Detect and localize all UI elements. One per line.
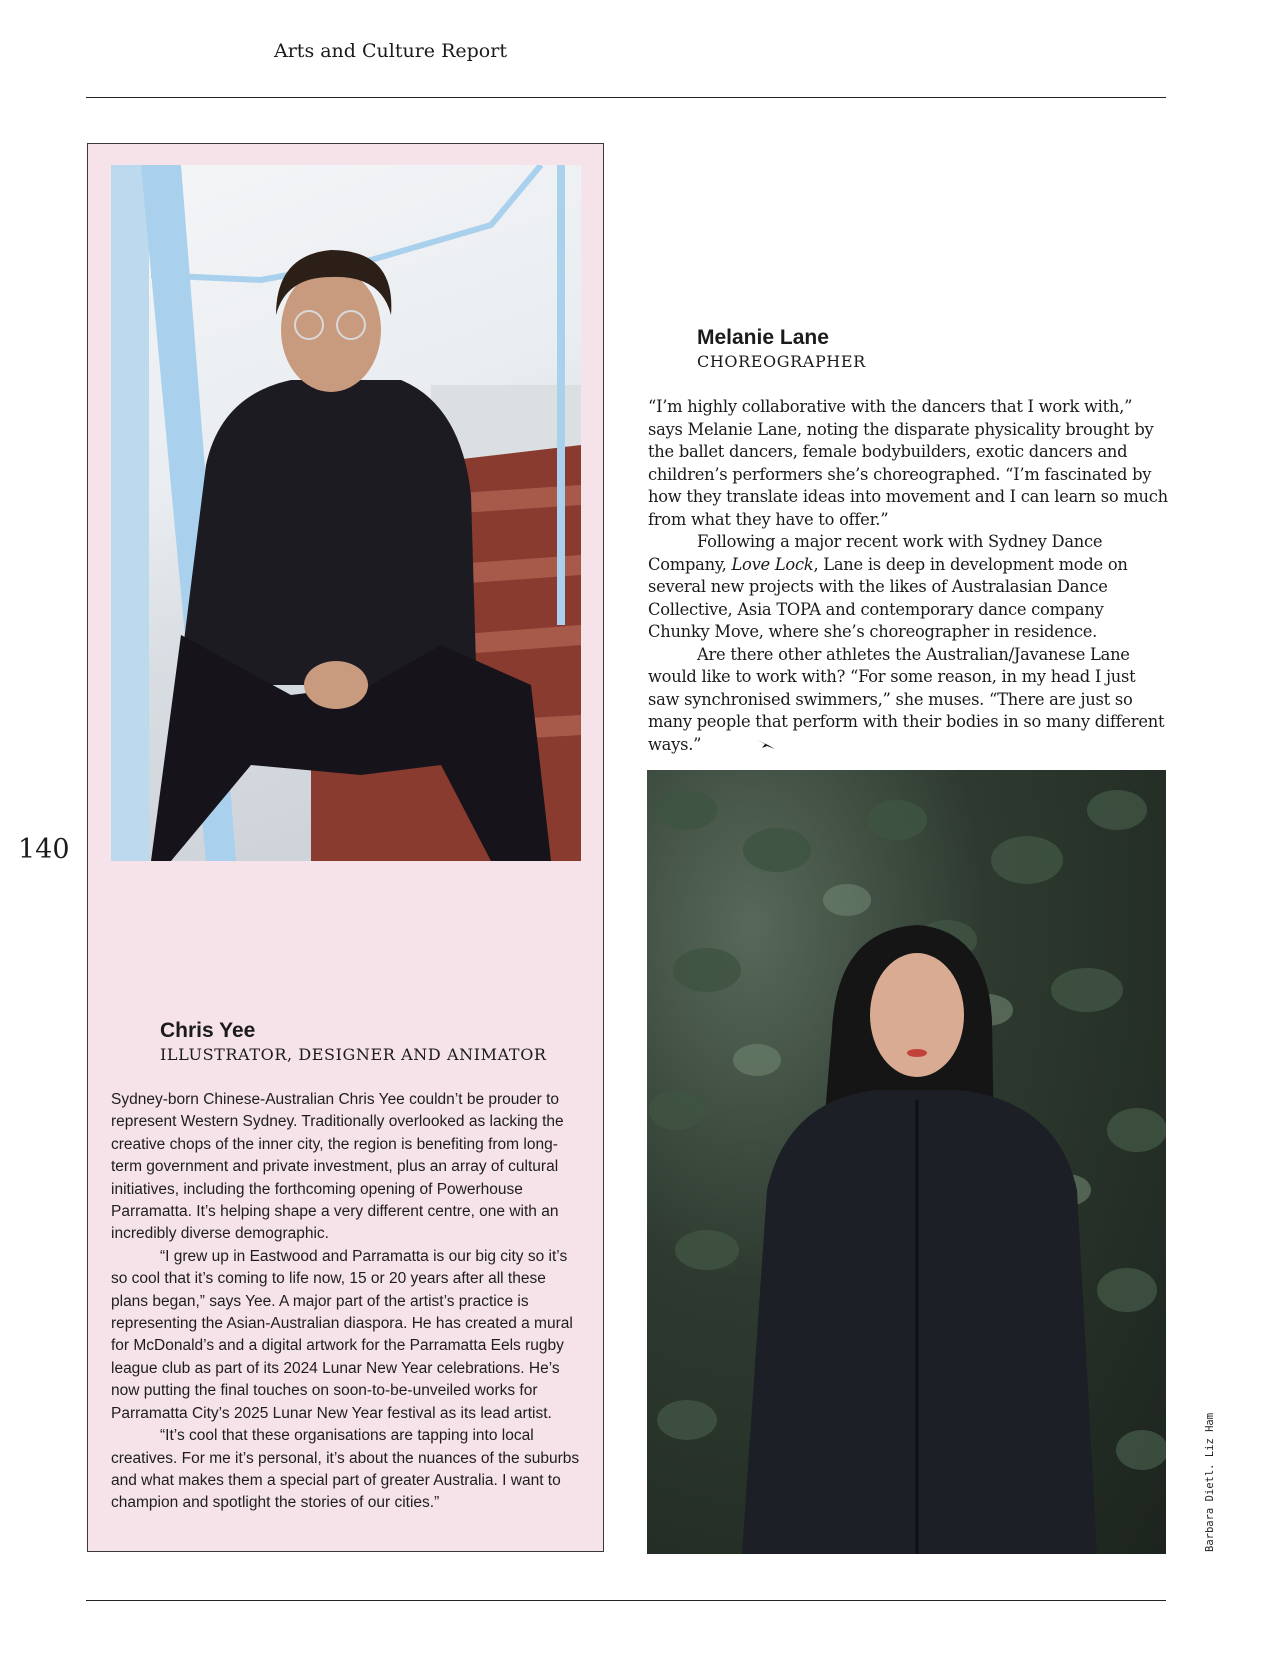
- melanie-p3-text: Are there other athletes the Australian/Javanese Lane would like to work with? “For some reason, in my head I just saw synchronised swimmers,” she muses. “There are just so many people that perform with their bodies in so many different ways.”: [648, 644, 1165, 754]
- chris-yee-name: Chris Yee: [160, 1019, 256, 1042]
- chris-paragraph-1: Sydney-born Chinese-Australian Chris Yee couldn’t be prouder to represent Western Sydney. Traditionally overlooked as lacking the creative chops of the inner city, the region is benefiting from long-term government and private investment, plus an array of cultural initiatives, including the forthcoming opening of Powerhouse Parramatta. It’s helping shape a very different centre, one with an incredibly diverse demographic.: [111, 1091, 564, 1243]
- melanie-lane-body: [648, 396, 1168, 756]
- bird-end-mark-icon: [707, 734, 776, 757]
- melanie-p2-before: Following a major recent work with Sydney Dance Company,: [648, 532, 1103, 574]
- header-rule: [86, 97, 1166, 98]
- work-title-love-lock: Love Lock: [731, 554, 814, 574]
- chris-yee-role: ILLUSTRATOR, DESIGNER AND ANIMATOR: [160, 1045, 547, 1064]
- melanie-p2-after: , Lane is deep in development mode on several new projects with the likes of Australasian Dance Collective, Asia TOPA and contemporary dance company Chunky Move, where she’s choreographer in residence.: [648, 554, 1128, 641]
- melanie-lane-role: CHOREOGRAPHER: [697, 352, 866, 371]
- chris-yee-photo: [111, 165, 581, 861]
- section-title: Arts and Culture Report: [274, 40, 507, 62]
- melanie-paragraph-3: [648, 644, 1168, 757]
- page-number: 140: [18, 834, 70, 865]
- photo-credit: Barbara Dietl. Liz Ham: [1204, 1412, 1216, 1552]
- chris-paragraph-2: “I grew up in Eastwood and Parramatta is our big city so it’s so cool that it’s coming to life now, 15 or 20 years after all these plans began,” says Yee. A major part of the artist’s practice is representing the Asian-Australian diaspora. He has created a mural for McDonald’s and a digital artwork for the Parramatta Eels rugby league club as part of its 2024 Lunar New Year celebrations. He’s now putting the final touches on soon-to-be-unveiled works for Parramatta City’s 2025 Lunar New Year festival as its lead artist.: [111, 1247, 573, 1422]
- melanie-paragraph-2: [648, 531, 1168, 644]
- chris-yee-body: [111, 1089, 587, 1515]
- melanie-lane-photo: [647, 770, 1166, 1554]
- chris-paragraph-3: “It’s cool that these organisations are tapping into local creatives. For me it’s personal, it’s about the nuances of the suburbs and what makes them a special part of greater Australia. I want to champion and spotlight the stories of our cities.”: [111, 1427, 580, 1512]
- melanie-paragraph-1: “I’m highly collaborative with the dancers that I work with,” says Melanie Lane, noting the disparate physicality brought by the ballet dancers, female bodybuilders, exotic dancers and children’s performers she’s choreographed. “I’m fascinated by how they translate ideas into movement and I can learn so much from what they have to offer.”: [648, 397, 1168, 529]
- footer-rule: [86, 1600, 1166, 1601]
- melanie-lane-name: Melanie Lane: [697, 326, 829, 349]
